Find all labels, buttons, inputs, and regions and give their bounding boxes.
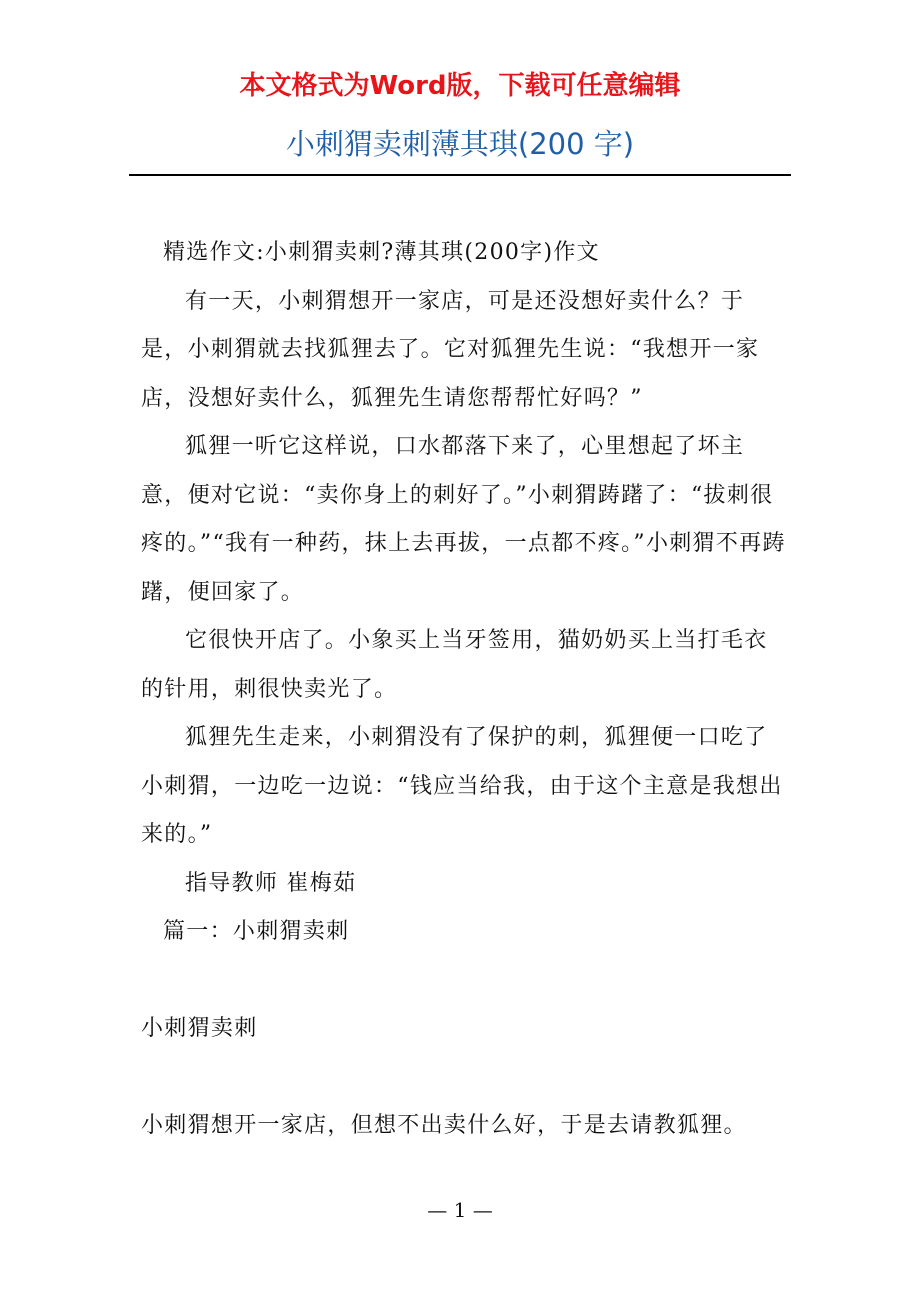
title-divider: [129, 174, 791, 176]
paragraph: 有一天，小刺猬想开一家店，可是还没想好卖什么？于是，小刺猬就去找狐狸去了。它对狐狸先生说：“我想开一家店，没想好卖什么，狐狸先生请您帮帮忙好吗？”: [141, 288, 760, 411]
section-subtitle: 小刺猬卖刺: [141, 1016, 258, 1041]
document-title: 小刺猬卖刺薄其琪(200 字): [285, 127, 635, 161]
paragraph: 狐狸先生走来，小刺猬没有了保护的刺，狐狸便一口吃了小刺猬，一边吃一边说：“钱应当给我，由于这个主意是我想出来的。”: [141, 725, 783, 847]
document-body: [141, 229, 789, 1151]
section-heading: 篇一：小刺猬卖刺: [163, 919, 350, 944]
teacher-credit: 指导教师 崔梅茹: [185, 870, 357, 896]
paragraph: 它很快开店了。小象买上当牙签用，猫奶奶买上当打毛衣的针用，刺很快卖光了。: [141, 628, 768, 702]
article-source-line: 精选作文:小刺猬卖刺?薄其琪(200字)作文: [163, 240, 600, 265]
paragraph: 小刺猬想开一家店，但想不出卖什么好，于是去请教狐狸。: [141, 1113, 747, 1138]
page-number: — 1 —: [427, 1198, 493, 1222]
format-banner: 本文格式为Word版，下载可任意编辑: [239, 71, 681, 101]
paragraph: 狐狸一听它这样说，口水都落下来了，心里想起了坏主意，便对它说：“卖你身上的刺好了。”小刺猬踌躇了：“拔刺很疼的。”“我有一种药，抹上去再拔，一点都不疼。”小刺猬不再踌躇，便回家了。: [141, 434, 786, 605]
